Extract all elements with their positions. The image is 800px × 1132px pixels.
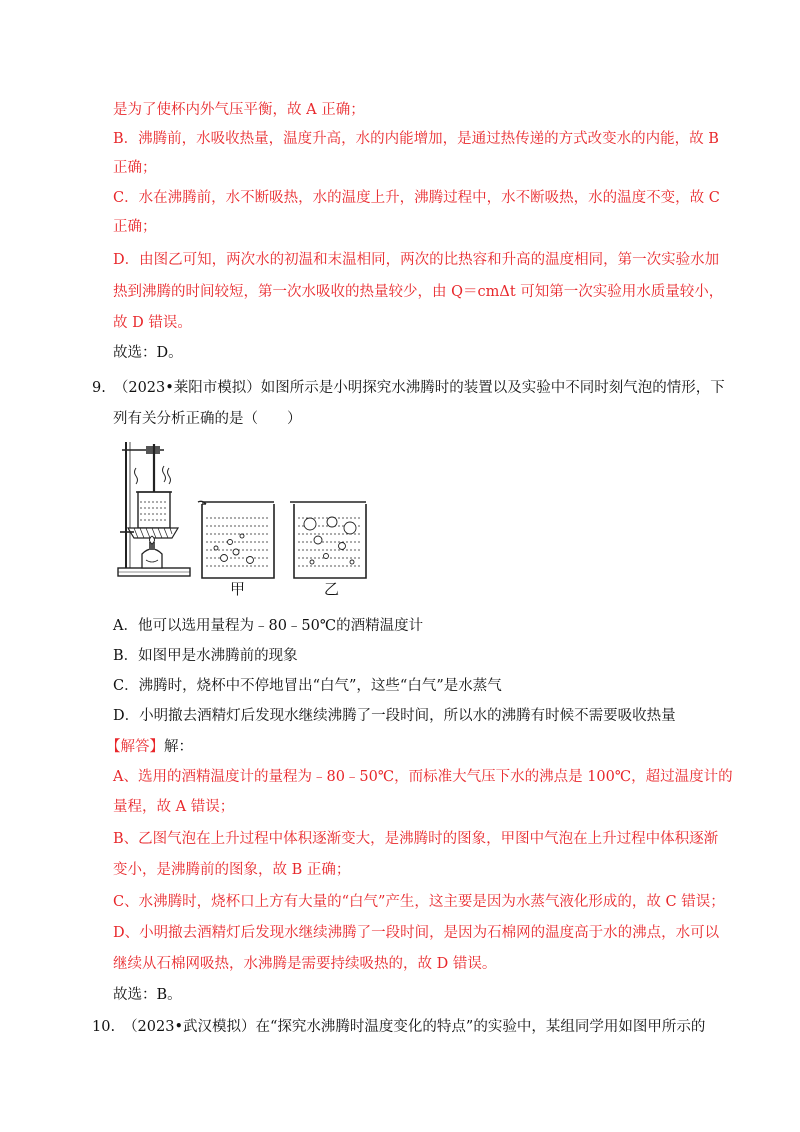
- answer-b: B、乙图气泡在上升过程中体积逐渐变大，是沸腾时的图象，甲图中气泡在上升过程中体积逐渐: [113, 831, 719, 847]
- prev-solution-option-d-cont: 热到沸腾的时间较短，第一次水吸收的热量较少，由 Q＝cmΔt 可知第一次实验用水质量较小，: [113, 284, 724, 300]
- beaker-yi: [290, 502, 366, 578]
- question-number: 9.: [92, 380, 106, 396]
- prev-solution-option-c: C．水在沸腾前，水不断吸热，水的温度上升，沸腾过程中，水不断吸热，水的温度不变，故 C: [113, 190, 720, 206]
- answer-c: C、水沸腾时，烧杯口上方有大量的“白气”产生，这主要是因为水蒸气液化形成的，故 C 错误；: [113, 894, 725, 910]
- question-10-stem: [92, 1017, 705, 1037]
- beaker-jia: [198, 501, 274, 578]
- boiling-apparatus-figure: [112, 436, 402, 596]
- answer-a: A、选用的酒精温度计的量程为﹣80﹣50℃，而标准大气压下水的沸点是 100℃，超过温度计的: [113, 769, 733, 785]
- option-c: C．沸腾时，烧杯中不停地冒出“白气”，这些“白气”是水蒸气: [113, 678, 502, 694]
- prev-solution-option-d: D．由图乙可知，两次水的初温和末温相同，两次的比热容和升高的温度相同，第一次实验水加: [113, 252, 720, 268]
- answer-choose: 故选：B。: [113, 987, 182, 1003]
- option-a: A．他可以选用量程为﹣80﹣50℃的酒精温度计: [113, 618, 424, 634]
- answer-b-cont: 变小，是沸腾前的图象，故 B 正确；: [113, 862, 351, 878]
- question-stem-text: （2023•武汉模拟）在“探究水沸腾时温度变化的特点”的实验中，某组同学用如图甲所示的: [123, 1019, 706, 1035]
- question-9-stem-cont: 列有关分析正确的是（ ）: [113, 411, 302, 427]
- option-b: B．如图甲是水沸腾前的现象: [113, 648, 298, 664]
- prev-solution-option-b-cont: 正确；: [113, 160, 157, 176]
- question-9-stem: [92, 378, 725, 398]
- answer-header-tail: 解：: [164, 739, 193, 755]
- prev-solution-line: 是为了使杯内外气压平衡，故 A 正确；: [113, 102, 365, 118]
- prev-solution-choose: 故选：D。: [113, 345, 183, 361]
- answer-header: [106, 737, 193, 757]
- question-number: 10.: [92, 1019, 116, 1035]
- figure-label-jia: 甲: [230, 580, 246, 596]
- prev-solution-option-d-end: 故 D 错误。: [113, 315, 192, 331]
- prev-solution-option-b: B．沸腾前，水吸收热量，温度升高，水的内能增加，是通过热传递的方式改变水的内能，故 B: [113, 131, 719, 147]
- option-d: D．小明撤去酒精灯后发现水继续沸腾了一段时间，所以水的沸腾有时候不需要吸收热量: [113, 708, 676, 724]
- answer-d: D、小明撤去酒精灯后发现水继续沸腾了一段时间，是因为石棉网的温度高于水的沸点，水可以: [113, 925, 720, 941]
- question-stem-text: （2023•莱阳市模拟）如图所示是小明探究水沸腾时的装置以及实验中不同时刻气泡的情形，下: [113, 380, 725, 396]
- answer-header-label: 【解答】: [106, 739, 164, 755]
- answer-d-cont: 继续从石棉网吸热，水沸腾是需要持续吸热的，故 D 错误。: [113, 956, 497, 972]
- prev-solution-option-c-cont: 正确；: [113, 219, 157, 235]
- figure-label-yi: 乙: [324, 580, 340, 596]
- answer-a-cont: 量程，故 A 错误；: [113, 799, 235, 815]
